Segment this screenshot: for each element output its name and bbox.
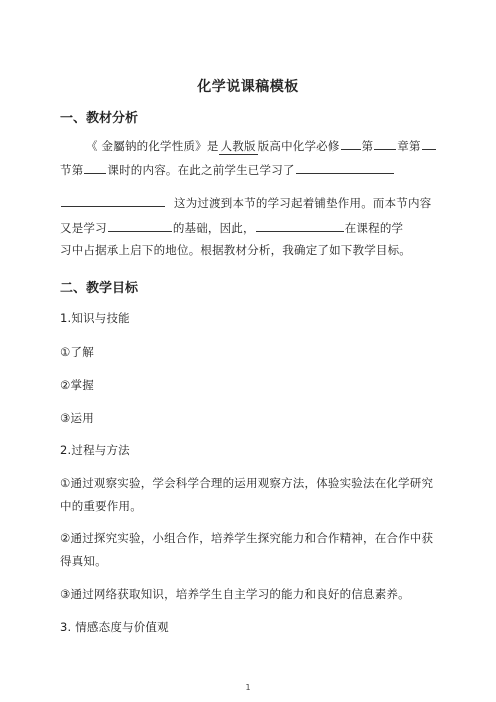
list-item: ①了解 — [60, 345, 94, 359]
paragraph-line: ②通过探究实验，小组合作，培养学生探究能力和合作精神，在合作中获 — [60, 531, 434, 545]
text-fragment: 《 金屬钠的化学性质》是 — [86, 139, 219, 153]
page-title: 化学说课稿模板 — [197, 79, 299, 95]
subheading-knowledge-skills: 1.知识与技能 — [60, 311, 130, 325]
text-fragment: 在课程的学 — [344, 221, 404, 235]
paragraph-line: 中的重要作用。 — [60, 499, 142, 513]
paragraph-line — [60, 160, 395, 178]
section-heading-teaching-objectives: 二、教学目标 — [60, 281, 139, 296]
text-fragment: 版高中化学必修 — [257, 139, 340, 153]
text-fragment: 又是学习 — [60, 221, 107, 235]
paragraph-line: 得真知。 — [60, 554, 107, 568]
paragraph-line — [60, 193, 431, 211]
paragraph-line: ①通过观察实验，学会科学合理的运用观察方法，体验实验法在化学研究 — [60, 476, 434, 490]
section-heading-textbook-analysis: 一、教材分析 — [60, 111, 139, 126]
list-item: ③运用 — [60, 411, 94, 425]
text-fragment: 这为过渡到本节的学习起着铺垫作用。而本节内容 — [174, 196, 432, 210]
blank-field[interactable] — [422, 136, 436, 150]
text-fragment: 第 — [361, 139, 374, 153]
text-fragment: 章第 — [397, 139, 421, 153]
blank-field[interactable] — [374, 136, 396, 150]
blank-field[interactable] — [61, 193, 165, 207]
blank-field[interactable] — [108, 218, 172, 232]
paragraph-line — [60, 218, 403, 236]
list-item: ②掌握 — [60, 378, 94, 392]
blank-field[interactable] — [84, 160, 106, 174]
blank-field[interactable] — [256, 218, 344, 232]
text-fragment: 课时的内容。在此之前学生已学习了 — [107, 163, 295, 177]
paragraph-line: 习中占据承上启下的地位。根据教材分析，我确定了如下教学目标。 — [60, 243, 411, 257]
blank-field[interactable] — [296, 160, 394, 174]
subheading-process-methods: 2.过程与方法 — [60, 443, 130, 457]
text-fragment: 的基础，因此， — [172, 221, 255, 235]
subheading-attitude-values: 3. 情感态度与价值观 — [60, 620, 169, 634]
paragraph-line — [86, 136, 437, 155]
publisher-blank[interactable]: 人教版 — [220, 139, 256, 153]
text-fragment: 节第 — [60, 163, 84, 177]
paragraph-line: ③通过网络获取知识，培养学生自主学习的能力和良好的信息素养。 — [60, 587, 410, 601]
blank-field[interactable] — [341, 136, 361, 150]
page-number: 1 — [245, 683, 251, 692]
